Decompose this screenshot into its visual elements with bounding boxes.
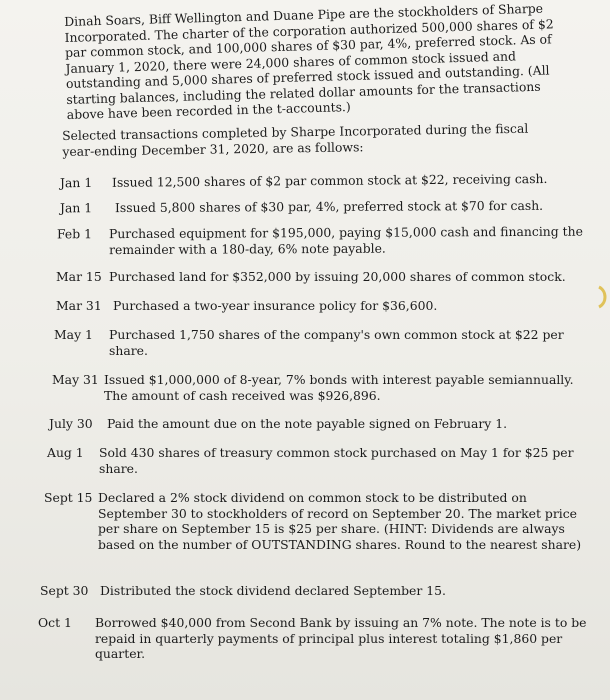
transaction-date: July 30 — [49, 416, 93, 431]
transaction-text: Issued $1,000,000 of 8-year, 7% bonds with interest payable semiannually. The amount of cash received was $926,896. — [104, 372, 574, 403]
transaction-text: Paid the amount due on the note payable signed on February 1. — [107, 416, 508, 431]
transaction-date: Oct 1 — [38, 615, 72, 630]
transaction-item — [56, 298, 576, 314]
intro-paragraph: Dinah Soars, Biff Wellington and Duane Pipe are the stockholders of Sharpe Incorporated. The charter of the corporation authorized 500,000 shares of $2 par common stock, and 100,000 shares of $30 par, 4%, preferred stock. As of January 1, 2020, there were 24,000 shares of common stock issued and outstanding and 5,000 shares of preferred stock issued and outstanding. (All starting balances, including the related dollar amounts for the transactions above have been recorded in the t-accounts.) — [64, 0, 554, 122]
transaction-date: May 31 — [52, 372, 99, 387]
transactions-lead: Selected transactions completed by Sharpe Incorporated during the fiscal year-ending December 31, 2020, are as follows: — [62, 120, 529, 159]
transaction-item — [57, 224, 587, 258]
transaction-item — [60, 171, 580, 191]
transaction-text: Purchased 1,750 shares of the company's own common stock at $22 per share. — [109, 327, 564, 358]
transaction-date: Mar 31 — [56, 298, 102, 313]
transaction-date: Sept 30 — [40, 583, 89, 598]
transaction-item — [54, 327, 574, 358]
transaction-text: Purchased equipment for $195,000, paying $15,000 cash and financing the remainder with a 180-day, 6% note payable. — [108, 223, 583, 257]
transaction-item — [44, 490, 594, 552]
transaction-item — [60, 198, 580, 216]
transaction-date: Jan 1 — [59, 200, 93, 216]
transaction-date: Feb 1 — [56, 226, 93, 242]
transaction-date: May 1 — [54, 327, 93, 342]
transaction-text: Borrowed $40,000 from Second Bank by issuing an 7% note. The note is to be repaid in quarterly payments of principal plus interest totaling $1,860 per quarter. — [95, 615, 587, 661]
transaction-date: Mar 15 — [56, 269, 102, 284]
transaction-item — [56, 269, 596, 285]
transaction-item — [47, 445, 587, 476]
transaction-item — [52, 372, 592, 403]
transaction-date: Aug 1 — [47, 445, 84, 460]
transaction-text: Issued 12,500 shares of $2 par common stock at $22, receiving cash. — [111, 171, 548, 190]
transaction-text: Purchased land for $352,000 by issuing 20,000 shares of common stock. — [109, 269, 566, 284]
transaction-item — [38, 615, 594, 662]
transaction-text: Purchased a two-year insurance policy for $36,600. — [113, 298, 438, 313]
transaction-text: Declared a 2% stock dividend on common stock to be distributed on September 30 to stockholders of record on September 20. The market price per share on September 15 is $25 per share. (HINT: Dividends are always based on the number of OUTSTANDING shares. Round to the nearest share) — [98, 490, 582, 552]
transaction-text: Distributed the stock dividend declared September 15. — [100, 583, 446, 598]
transaction-item — [49, 416, 589, 432]
page-curl-icon — [597, 285, 610, 309]
transaction-date: Jan 1 — [59, 174, 93, 191]
transaction-text: Sold 430 shares of treasury common stock purchased on May 1 for $25 per share. — [99, 445, 574, 476]
transaction-text: Issued 5,800 shares of $30 par, 4%, preferred stock at $70 for cash. — [114, 197, 544, 216]
transaction-date: Sept 15 — [44, 490, 93, 505]
transaction-item — [40, 583, 590, 599]
